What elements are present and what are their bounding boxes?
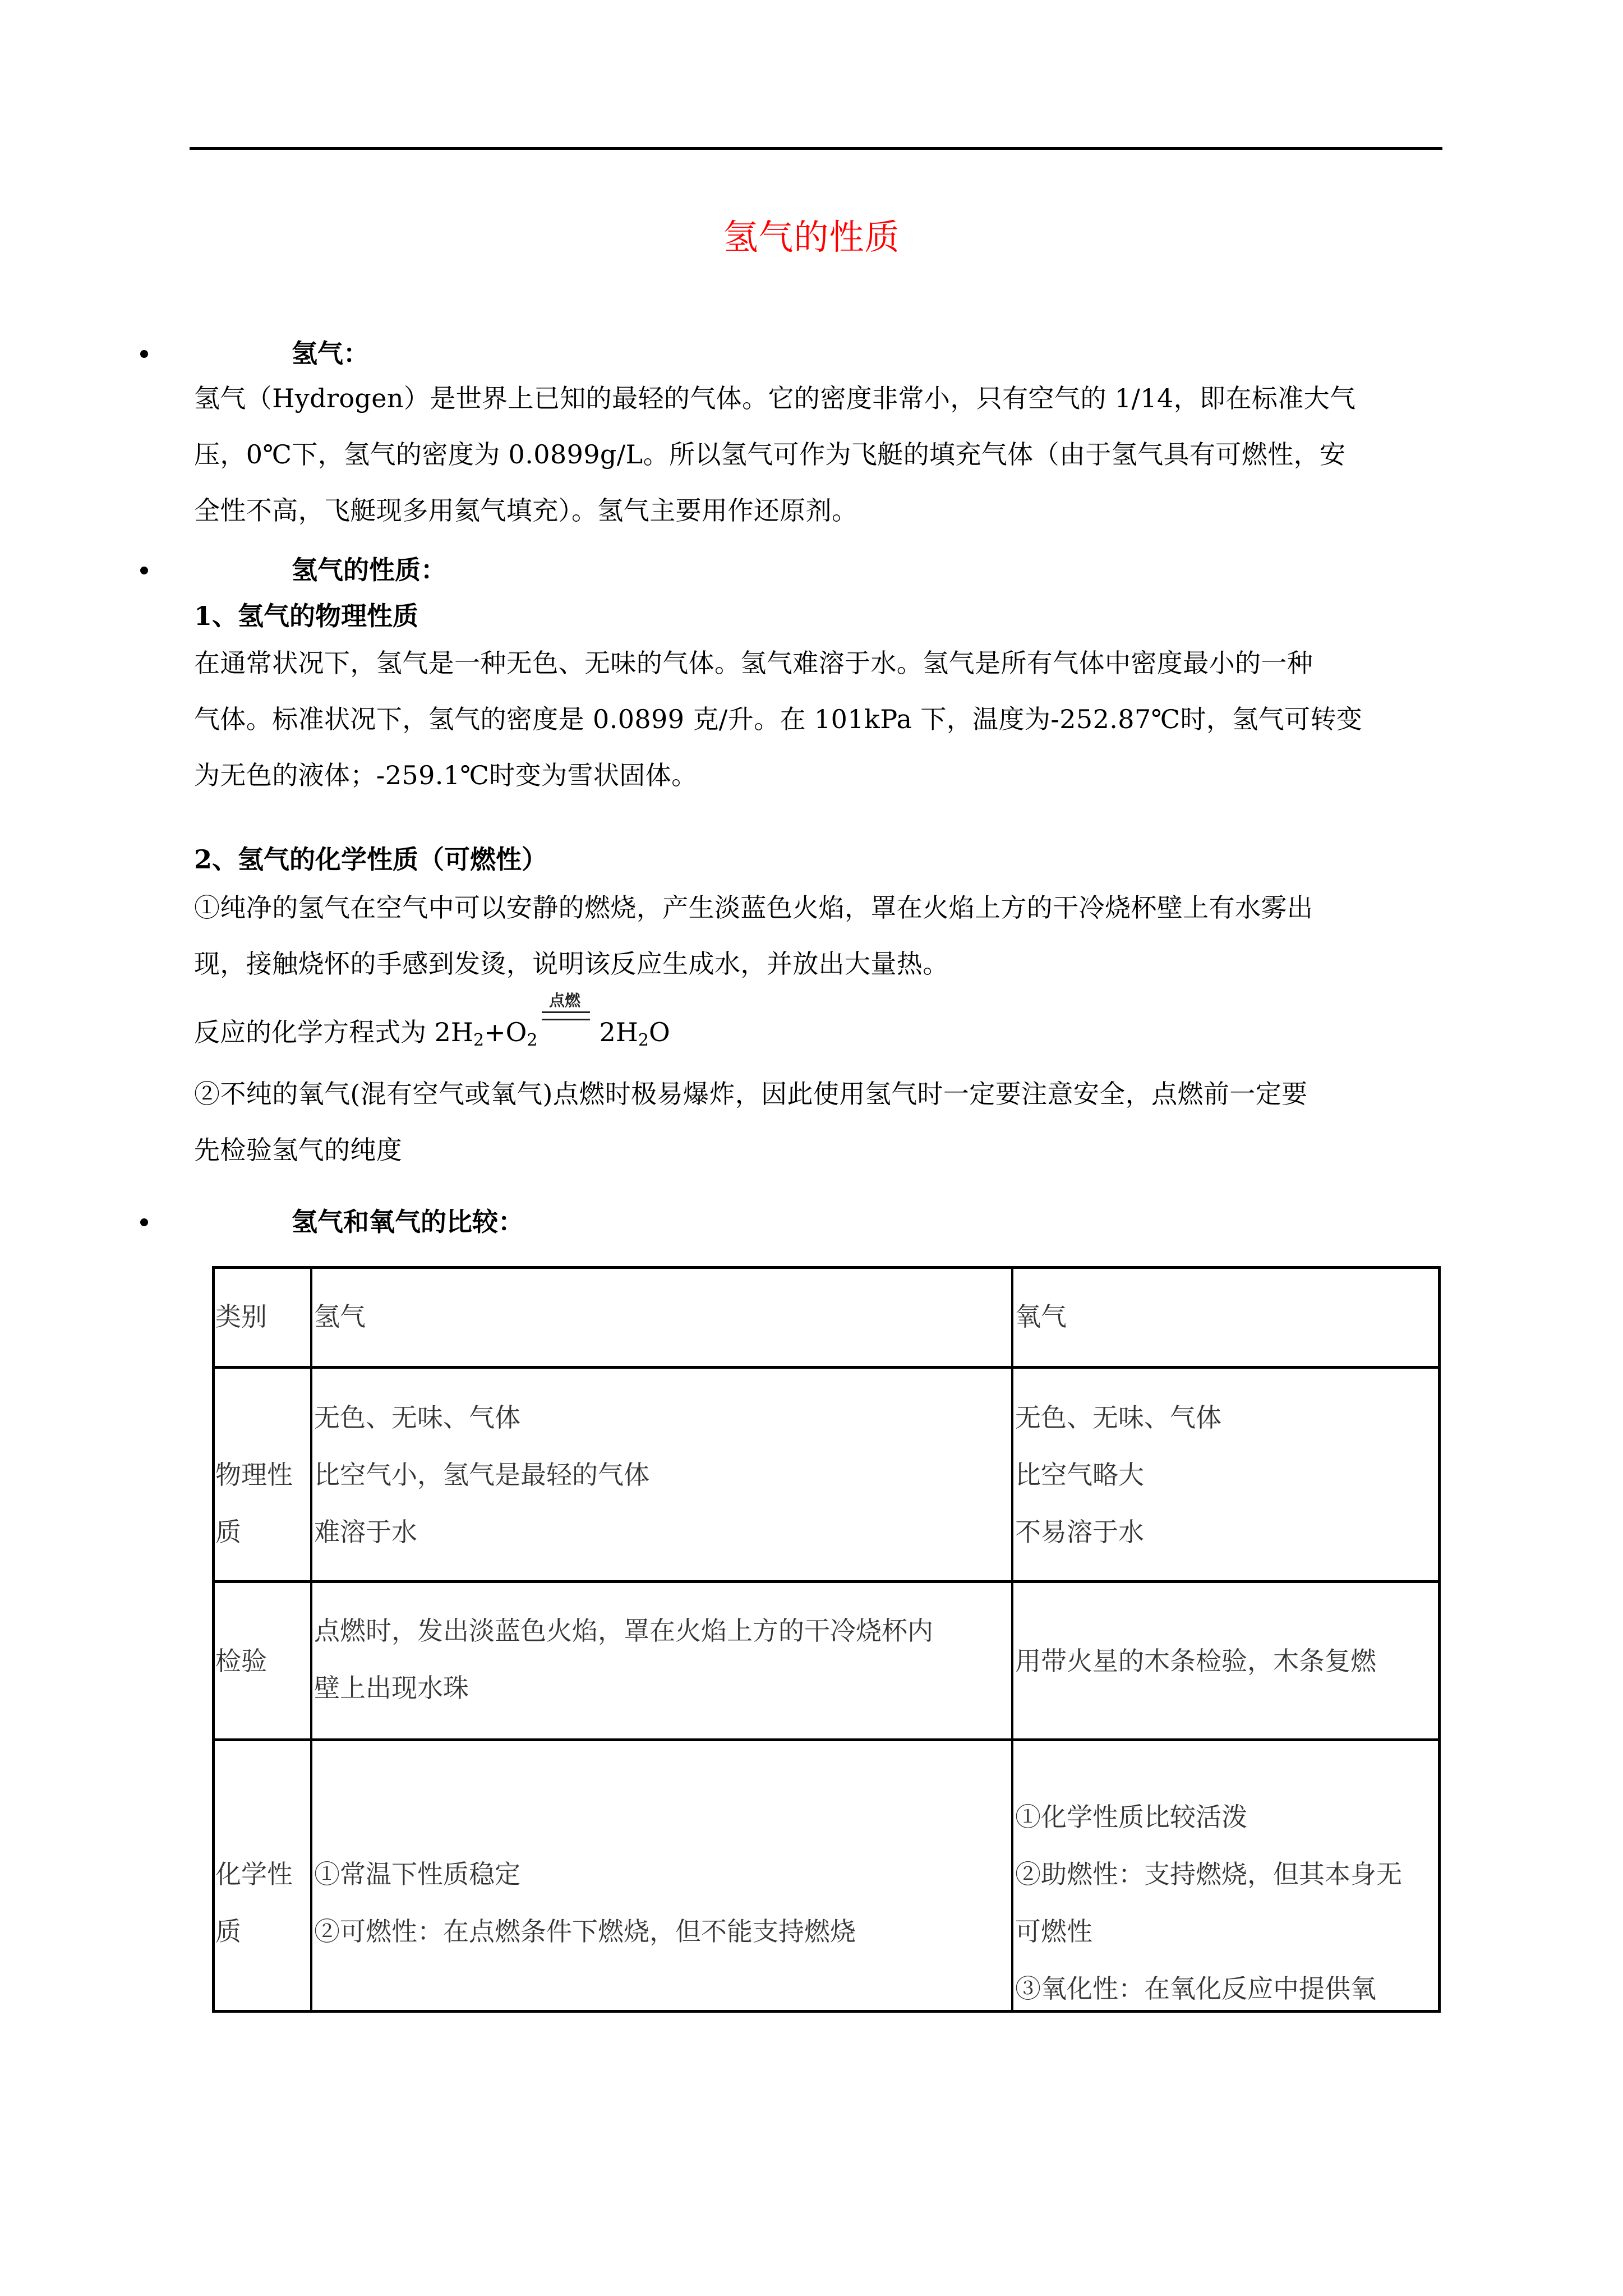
equation-prefix: 反应的化学方程式为 bbox=[194, 1017, 435, 1047]
chemical-properties-paragraph bbox=[194, 880, 1445, 992]
table-row-label-test: 检验 bbox=[215, 1646, 267, 1676]
text-line: 压，0℃下，氢气的密度为 0.0899g/L。所以氢气可作为飞艇的填充气体（由于氢气具有可燃性，安 bbox=[194, 439, 1346, 470]
reactant-oxygen: $+O_2$ bbox=[484, 1017, 538, 1050]
table-row-divider bbox=[212, 1580, 1441, 1583]
bullet-icon bbox=[140, 350, 148, 358]
section-heading-hydrogen: 氢气： bbox=[292, 338, 369, 369]
physical-properties-paragraph bbox=[194, 635, 1445, 803]
text-line: 在通常状况下，氢气是一种无色、无味的气体。氢气难溶于水。氢气是所有气体中密度最小的一种 bbox=[194, 648, 1313, 678]
table-header-oxygen: 氧气 bbox=[1015, 1301, 1067, 1332]
reactant-hydrogen: $2H_2$ bbox=[434, 1017, 485, 1050]
text-line: 现，接触烧怀的手感到发烫，说明该反应生成水，并放出大量热。 bbox=[194, 949, 949, 979]
reaction-condition: 点燃 bbox=[548, 991, 580, 1010]
table-border bbox=[1438, 1266, 1441, 2013]
product-water: $2H_2O$ bbox=[599, 1017, 670, 1050]
text-line: 氢气（Hydrogen）是世界上已知的最轻的气体。它的密度非常小，只有空气的 1/14，即在标准大气 bbox=[194, 383, 1356, 413]
table-cell-oxygen-test: 用带火星的木条检验，木条复燃 bbox=[1015, 1646, 1376, 1676]
table-column-divider bbox=[310, 1266, 312, 2013]
table-row-label-chemical: 化学性 质 bbox=[215, 1859, 293, 1947]
text-line: 为无色的液体；-259.1℃时变为雪状固体。 bbox=[194, 760, 698, 790]
table-header-hydrogen: 氢气 bbox=[314, 1301, 366, 1332]
safety-paragraph bbox=[194, 1066, 1445, 1178]
hydrogen-intro-paragraph bbox=[194, 370, 1445, 539]
chemical-equation bbox=[194, 1010, 670, 1063]
subheading-chemical: 2、氢气的化学性质（可燃性） bbox=[194, 844, 548, 875]
table-column-divider bbox=[1011, 1266, 1013, 2013]
table-border bbox=[212, 1266, 215, 2013]
table-border bbox=[212, 1266, 1441, 1269]
table-row-divider bbox=[212, 1738, 1441, 1741]
table-cell-hydrogen-chemical: ①常温下性质稳定 ②可燃性：在点燃条件下燃烧，但不能支持燃烧 bbox=[314, 1859, 856, 1947]
text-line: 气体。标准状况下，氢气的密度是 0.0899 克/升。在 101kPa 下，温度为-252.87℃时，氢气可转变 bbox=[194, 704, 1363, 734]
reaction-arrow-equals bbox=[542, 1011, 590, 1020]
text-line: ②不纯的氧气(混有空气或氧气)点燃时极易爆炸，因此使用氢气时一定要注意安全，点燃前一定要 bbox=[194, 1079, 1308, 1109]
section-heading-properties: 氢气的性质： bbox=[292, 555, 446, 585]
table-cell-hydrogen-test: 点燃时，发出淡蓝色火焰，罩在火焰上方的干冷烧杯内 壁上出现水珠 bbox=[314, 1616, 933, 1703]
table-row-divider bbox=[212, 1366, 1441, 1369]
table-header-category: 类别 bbox=[215, 1301, 267, 1332]
header-rule bbox=[190, 147, 1442, 150]
text-line: 先检验氢气的纯度 bbox=[194, 1135, 403, 1165]
subheading-physical: 1、氢气的物理性质 bbox=[194, 601, 419, 631]
bullet-icon bbox=[140, 567, 148, 574]
table-cell-oxygen-chemical: ①化学性质比较活泼 ②助燃性：支持燃烧，但其本身无 可燃性 ③氧化性：在氧化反应中提供氧 bbox=[1015, 1802, 1402, 2004]
text-line: ①纯净的氢气在空气中可以安静的燃烧，产生淡蓝色火焰，罩在火焰上方的干冷烧杯壁上有水雾出 bbox=[194, 892, 1313, 923]
table-row-label-physical: 物理性 质 bbox=[215, 1460, 293, 1547]
text-line: 全性不高，飞艇现多用氦气填充）。氢气主要用作还原剂。 bbox=[194, 495, 858, 526]
bullet-icon bbox=[140, 1218, 148, 1226]
table-cell-oxygen-physical: 无色、无味、气体 比空气略大 不易溶于水 bbox=[1015, 1402, 1221, 1547]
table-cell-hydrogen-physical: 无色、无味、气体 比空气小，氢气是最轻的气体 难溶于水 bbox=[314, 1402, 649, 1547]
section-heading-comparison: 氢气和氧气的比较： bbox=[292, 1207, 524, 1237]
page-title: 氢气的性质 bbox=[723, 217, 900, 257]
